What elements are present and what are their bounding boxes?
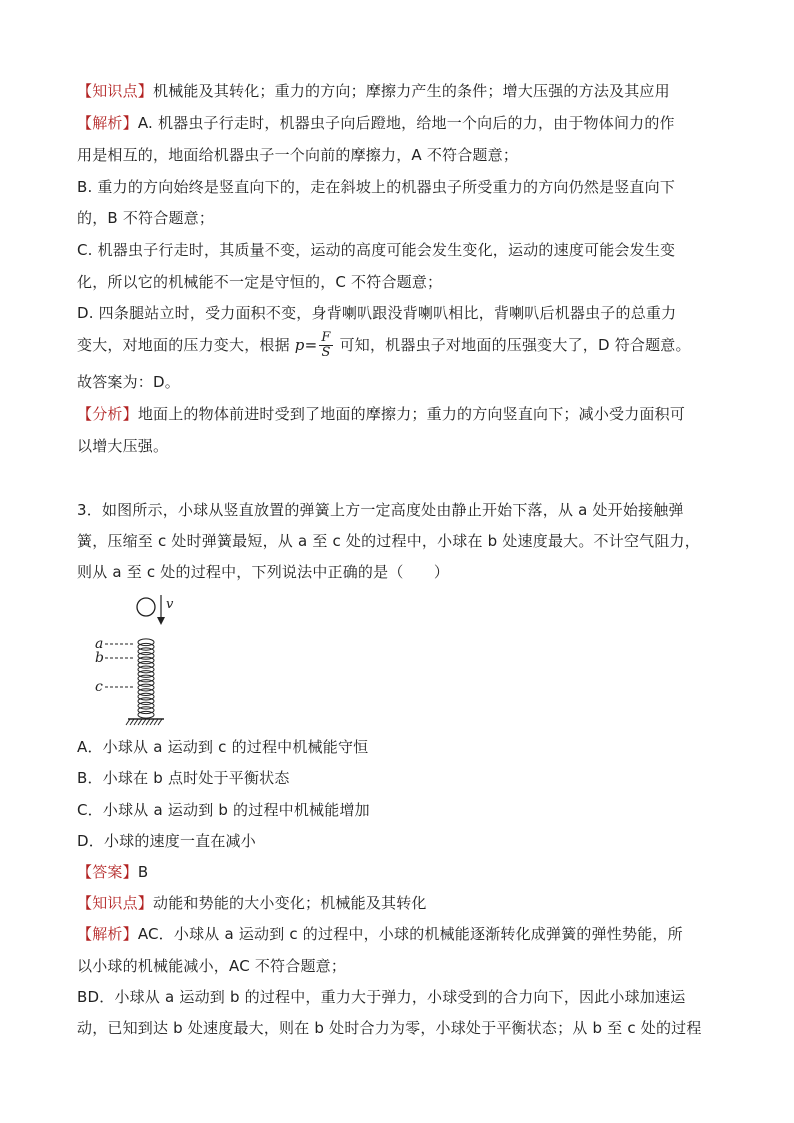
ground-hatch-stroke [142,719,146,725]
answer-value: B [137,863,149,881]
ground-hatch-stroke [154,719,158,725]
point-a-label: a [95,636,104,652]
knowledge-text: 动能和势能的大小变化；机械能及其转化 [153,894,427,912]
formula-line [77,330,727,360]
analysis-text: AC．小球从 a 运动到 c 的过程中，小球的机械能逐渐转化成弹簧的弹性势能，所 [137,925,683,943]
summary-text: 地面上的物体前进时受到了地面的摩擦力；重力的方向竖直向下；减小受力面积可 [137,405,686,423]
point-b-label: b [95,650,104,666]
ball-icon [137,598,155,616]
analysis-line: 动，已知到达 b 处速度最大，则在 b 处时合力为零，小球处于平衡状态；从 b 至 c 处的过程 [77,1019,702,1037]
summary-line [77,404,727,424]
ground-hatch-stroke [134,719,138,725]
analysis-line: BD．小球从 a 运动到 b 的过程中，重力大于弹力，小球受到的合力向下，因此小球加速运 [77,988,686,1006]
fraction-denominator: S [321,345,331,360]
analysis-line: B. 重力的方向始终是竖直向下的，走在斜坡上的机器虫子所受重力的方向仍然是竖直向下 [77,178,676,196]
formula-line-before: 变大，对地面的压力变大，根据 [77,336,290,354]
formula-eq: = [304,336,318,354]
formula-p: p [294,336,305,354]
summary-line: 以增大压强。 [77,437,169,455]
option-b: B．小球在 b 点时处于平衡状态 [77,769,290,787]
spring-ball-figure [90,590,200,730]
knowledge-point-line [77,893,727,913]
answer-line [77,862,727,882]
knowledge-point-line [77,81,727,101]
option-a: A．小球从 a 运动到 c 的过程中机械能守恒 [77,738,369,756]
knowledge-tag: 【知识点】 [77,82,154,100]
ground-hatch-stroke [150,719,154,725]
analysis-line: D. 四条腿站立时，受力面积不变，身背喇叭跟没背喇叭相比，背喇叭后机器虫子的总重力 [77,304,677,322]
question-stem-line: 3．如图所示，小球从竖直放置的弹簧上方一定高度处由静止开始下落，从 a 处开始接触弹 [77,501,684,519]
knowledge-tag: 【知识点】 [77,894,154,912]
ground-hatch-stroke [130,719,134,725]
summary-tag: 【分析】 [77,405,138,423]
spring-coil [138,639,154,718]
ground-hatch-stroke [146,719,150,725]
spring-coil-loop [138,711,154,718]
knowledge-text: 机械能及其转化；重力的方向；摩擦力产生的条件；增大压强的方法及其应用 [153,82,670,100]
analysis-line: 用是相互的，地面给机器虫子一个向前的摩擦力，A 不符合题意； [77,146,519,164]
analysis-line: 化，所以它的机械能不一定是守恒的，C 不符合题意； [77,273,443,291]
answer-line: 故答案为：D。 [77,373,180,391]
ground-hatch-stroke [158,719,162,725]
answer-tag: 【答案】 [77,863,138,881]
analysis-line: C. 机器虫子行走时，其质量不变，运动的高度可能会发生变化，运动的速度可能会发生变 [77,241,676,259]
ground-hatch [126,719,162,725]
analysis-line: 以小球的机械能减小，AC 不符合题意； [77,957,347,975]
analysis-tag: 【解析】 [77,114,138,132]
analysis-line: 的，B 不符合题意； [77,209,215,227]
analysis-line [77,924,727,944]
ground-hatch-stroke [126,719,130,725]
velocity-label: v [166,597,174,612]
analysis-line [77,113,727,133]
option-d: D．小球的速度一直在减小 [77,832,256,850]
question-stem-line: 簧，压缩至 c 处时弹簧最短，从 a 至 c 处的过程中，小球在 b 处速度最大。不计空气阻力， [77,532,700,550]
fraction-numerator: F [321,330,331,345]
velocity-arrowhead [157,617,165,625]
formula-line-after: 可知，机器虫子对地面的压强变大了，D 符合题意。 [339,336,691,354]
ground-hatch-stroke [138,719,142,725]
pressure-fraction [319,331,332,360]
option-c: C．小球从 a 运动到 b 的过程中机械能增加 [77,801,370,819]
question-stem-line: 则从 a 至 c 处的过程中，下列说法中正确的是（ ） [77,563,450,581]
analysis-text: A. 机器虫子行走时，机器虫子向后蹬地，给地一个向后的力，由于物体间力的作 [137,114,675,132]
point-c-label: c [95,679,103,695]
analysis-tag: 【解析】 [77,925,138,943]
